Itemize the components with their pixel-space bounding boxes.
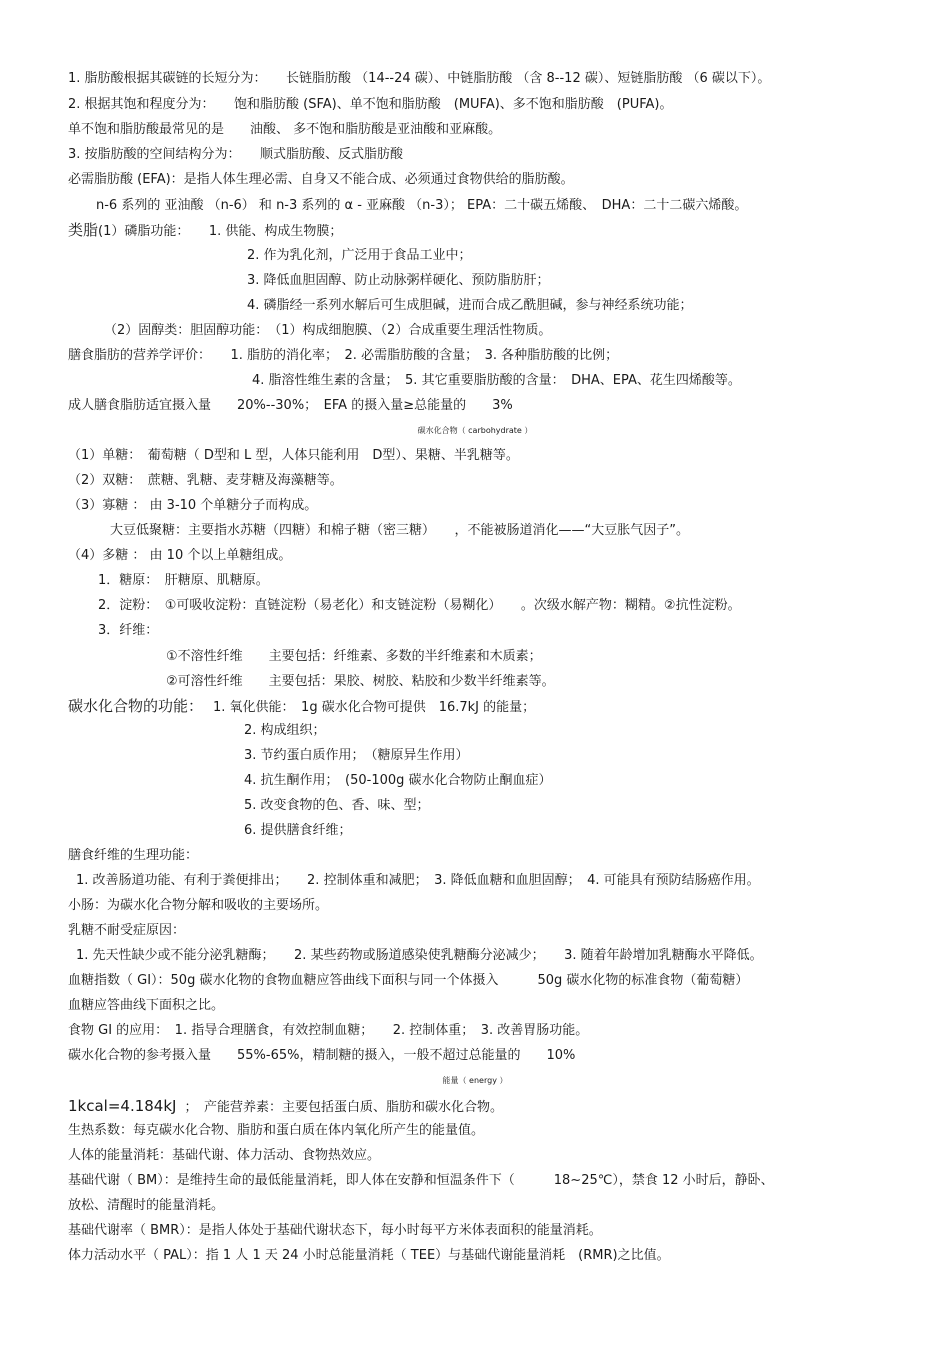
text-line: 1．糖原： 肝糖原、肌糖原。 [98,573,269,588]
text-line: 基础代谢（ BM）：是维持生命的最低能量消耗，即人体在安静和恒温条件下（ 18~25℃），禁食 12 小时后，静卧、 [68,1173,774,1188]
text-line: 生热系数：每克碳水化合物、脂肪和蛋白质在体内氧化所产生的能量值。 [68,1123,485,1138]
text-line: 3. 降低血胆固醇、防止动脉粥样硬化、预防脂肪肝； [247,273,550,288]
text-line: 5. 改变食物的色、香、味、型； [244,798,430,813]
text-line: ①不溶性纤维 主要包括：纤维素、多数的半纤维素和木质素； [166,649,542,664]
text-line: （3）寡糖 ： 由 3-10 个单糖分子而构成。 [68,498,318,513]
text-line: 2. 作为乳化剂，广泛用于食品工业中； [247,248,472,263]
text-line: （4）多糖 ： 由 10 个以上单糖组成。 [68,548,292,563]
text-line: 食物 GI 的应用： 1. 指导合理膳食，有效控制血糖； 2. 控制体重； 3. 改善胃肠功能。 [68,1023,589,1038]
text-line [68,1097,503,1117]
line-body: 1. 氧化供能： 1g 碳水化合物可提供 16.7kJ 的能量； [213,700,536,715]
text-line: 2．淀粉： ①可吸收淀粉：直链淀粉（易老化）和支链淀粉（易糊化） 。次级水解产物：糊精。②抗性淀粉。 [98,598,741,613]
text-line: 大豆低聚糖：主要指水苏糖（四糖）和棉子糖（密三糖） ，不能被肠道消化——“大豆胀气因子”。 [110,523,689,538]
text-line: 成人膳食脂肪适宜摄入量 20%--30%； EFA 的摄入量≥总能量的 3% [68,398,513,413]
text-line: 放松、清醒时的能量消耗。 [68,1198,225,1213]
text-line: 4. 磷脂经一系列水解后可生成胆碱，进而合成乙酰胆碱，参与神经系统功能； [247,298,693,313]
text-line: （2）固醇类：胆固醇功能： （1）构成细胞膜、（2）合成重要生理活性物质。 [104,323,552,338]
text-line: 膳食脂肪的营养学评价： 1. 脂肪的消化率； 2. 必需脂肪酸的含量； 3. 各种脂肪酸的比例； [68,348,619,363]
text-line: 2. 根据其饱和程度分为： 饱和脂肪酸 (SFA)、单不饱和脂肪酸 (MUFA)、多不饱和脂肪酸 (PUFA)。 [68,97,673,112]
text-line: 1. 先天性缺少或不能分泌乳糖酶； 2. 某些药物或肠道感染使乳糖酶分泌减少； 3. 随着年龄增加乳糖酶水平降低。 [76,948,763,963]
text-line: 3．纤维： [98,623,159,638]
section-heading: 能量（ energy ） [442,1076,508,1085]
text-line [68,697,535,717]
energy-conversion: 1kcal=4.184kJ [68,1097,177,1115]
section-heading: 碳水化合物（ carbohydrate ） [417,426,533,435]
text-line: 6. 提供膳食纤维； [244,823,352,838]
text-line: 膳食纤维的生理功能： [68,848,199,863]
text-line: 碳水化合物的参考摄入量 55%-65%，精制糖的摄入，一般不超过总能量的 10% [68,1048,576,1063]
text-line: 3. 按脂肪酸的空间结构分为： 顺式脂肪酸、反式脂肪酸 [68,147,404,162]
text-line: 3. 节约蛋白质作用； （糖原异生作用） [244,748,469,763]
text-line: ②可溶性纤维 主要包括：果胶、树胶、粘胶和少数半纤维素等。 [166,674,555,689]
line-body: ； 产能营养素：主要包括蛋白质、脂肪和碳水化合物。 [184,1100,503,1115]
line-body: (1）磷脂功能： 1. 供能、构成生物膜； [98,224,343,239]
text-line: 乳糖不耐受症原因： [68,923,186,938]
text-line: 人体的能量消耗：基础代谢、体力活动、食物热效应。 [68,1148,381,1163]
text-line: 1. 改善肠道功能、有利于粪便排出； 2. 控制体重和减肥； 3. 降低血糖和血胆固醇； 4. 可能具有预防结肠癌作用。 [76,873,760,888]
text-line: （2）双糖： 蔗糖、乳糖、麦芽糖及海藻糖等。 [68,473,343,488]
text-line: 必需脂肪酸 (EFA)：是指人体生理必需、自身又不能合成、必须通过食物供给的脂肪酸。 [68,172,574,187]
text-line: 基础代谢率（ BMR）：是指人体处于基础代谢状态下，每小时每平方米体表面积的能量消耗。 [68,1223,602,1238]
section-label: 碳水化合物的功能： [68,697,204,715]
text-line: 单不饱和脂肪酸最常见的是 油酸、 多不饱和脂肪酸是亚油酸和亚麻酸。 [68,122,502,137]
text-line: 4. 抗生酮作用； (50-100g 碳水化合物防止酮血症） [244,773,552,788]
text-line: 1. 脂肪酸根据其碳链的长短分为： 长链脂肪酸 （14--24 碳）、中链脂肪酸 （含 8--12 碳）、短链脂肪酸 （6 碳以下）。 [68,71,771,86]
text-line: 2. 构成组织； [244,723,326,738]
text-line: 体力活动水平（ PAL）：指 1 人 1 天 24 小时总能量消耗（ TEE）与基础代谢能量消耗 (RMR)之比值。 [68,1248,670,1263]
text-line: n-6 系列的 亚油酸 （n-6） 和 n-3 系列的 α - 亚麻酸 （n-3）； EPA：二十碳五烯酸、 DHA：二十二碳六烯酸。 [96,198,748,213]
section-label: 类脂 [68,221,99,239]
text-line: 血糖指数（ GI）：50g 碳水化物的食物血糖应答曲线下面积与同一个体摄入 50g 碳水化物的标准食物（葡萄糖） [68,973,749,988]
text-line: 血糖应答曲线下面积之比。 [68,998,225,1013]
text-line [68,221,342,241]
text-line: 4. 脂溶性维生素的含量； 5. 其它重要脂肪酸的含量： DHA、EPA、花生四烯酸等。 [252,373,741,388]
text-line: （1）单糖： 葡萄糖（ D型和 L 型，人体只能利用 D型）、果糖、半乳糖等。 [68,448,519,463]
text-line: 小肠：为碳水化合物分解和吸收的主要场所。 [68,898,329,913]
